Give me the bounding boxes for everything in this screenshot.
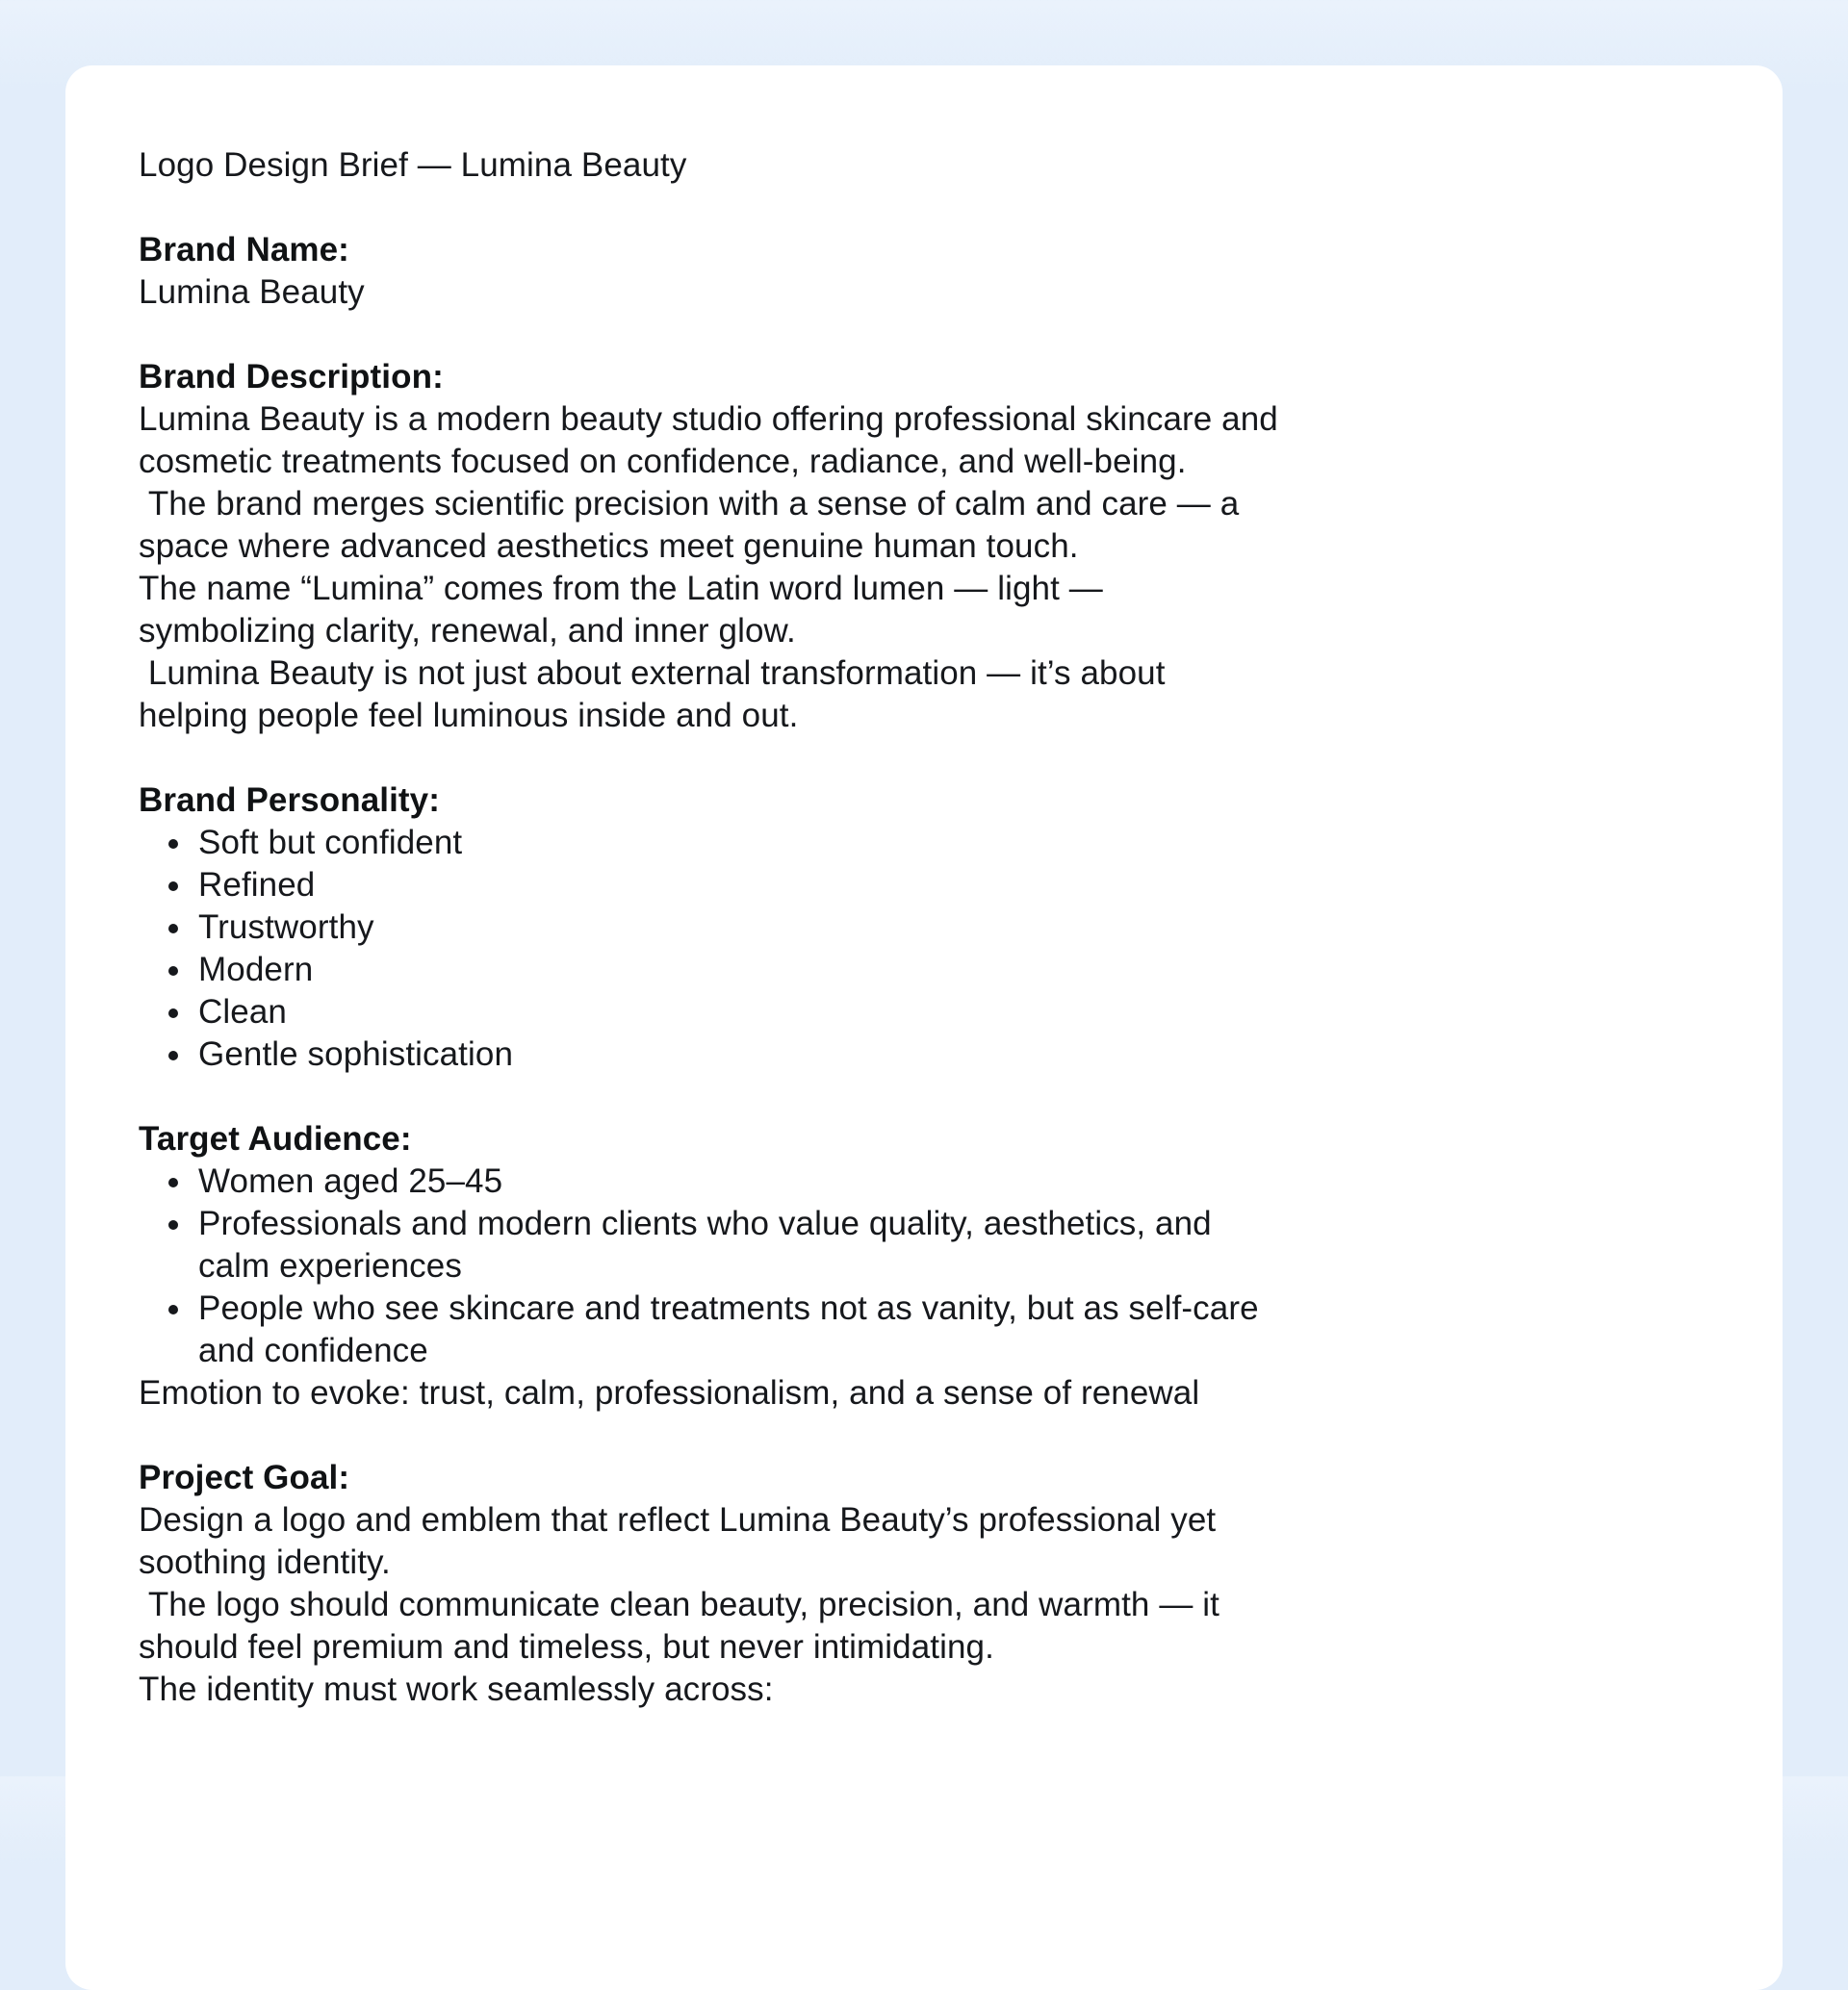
bullet-list-brand-personality: [139, 822, 1278, 1076]
paragraph: Design a logo and emblem that reflect Lumina Beauty’s professional yet soothing identity.: [139, 1501, 1226, 1581]
section-project-goal: [139, 1457, 1278, 1711]
section-brand-name: [139, 229, 1278, 314]
document-content: [65, 65, 1317, 1711]
paragraph: The identity must work seamlessly across:: [139, 1671, 774, 1708]
section-heading-brand-personality: Brand Personality:: [139, 781, 440, 819]
paragraph: The brand merges scientific precision with a sense of calm and care — a space where advanced aesthetics meet genuine human touch.: [139, 485, 1249, 565]
list-item: • Women aged 25–45: [194, 1161, 1278, 1203]
paragraph: Lumina Beauty is not just about external transformation — it’s about helping people feel luminous inside and out.: [139, 654, 1175, 734]
section-heading-brand-description: Brand Description:: [139, 358, 444, 395]
paragraph: The logo should communicate clean beauty, precision, and warmth — it should feel premium and timeless, but never intimidating.: [139, 1586, 1229, 1666]
list-item: • Professionals and modern clients who value quality, aesthetics, and calm experiences: [194, 1203, 1278, 1288]
list-item: • Clean: [194, 991, 1278, 1033]
section-heading-target-audience: Target Audience:: [139, 1120, 412, 1158]
paragraph: The name “Lumina” comes from the Latin word lumen — light — symbolizing clarity, renewal, and inner glow.: [139, 570, 1113, 650]
list-item: • Gentle sophistication: [194, 1033, 1278, 1076]
section-heading-brand-name: Brand Name:: [139, 231, 349, 268]
list-item: • Trustworthy: [194, 906, 1278, 949]
list-item: • People who see skincare and treatments not as vanity, but as self-care and confidence: [194, 1288, 1278, 1372]
section-target-audience: [139, 1118, 1278, 1415]
paragraph: Lumina Beauty: [139, 273, 365, 311]
list-item: • Soft but confident: [194, 822, 1278, 864]
list-item: • Modern: [194, 949, 1278, 991]
section-brand-personality: [139, 779, 1278, 1076]
paragraph: Lumina Beauty is a modern beauty studio offering professional skincare and cosmetic treatments focused on confidence, radiance, and well-being.: [139, 400, 1288, 480]
bullet-list-target-audience: [139, 1161, 1278, 1372]
section-heading-project-goal: Project Goal:: [139, 1459, 350, 1496]
document-card: [65, 65, 1783, 1990]
document-title: Logo Design Brief — Lumina Beauty: [139, 146, 687, 184]
list-item: • Refined: [194, 864, 1278, 906]
section-brand-description: [139, 356, 1288, 737]
paragraph-emotion-note: Emotion to evoke: trust, calm, professionalism, and a sense of renewal: [139, 1374, 1200, 1412]
